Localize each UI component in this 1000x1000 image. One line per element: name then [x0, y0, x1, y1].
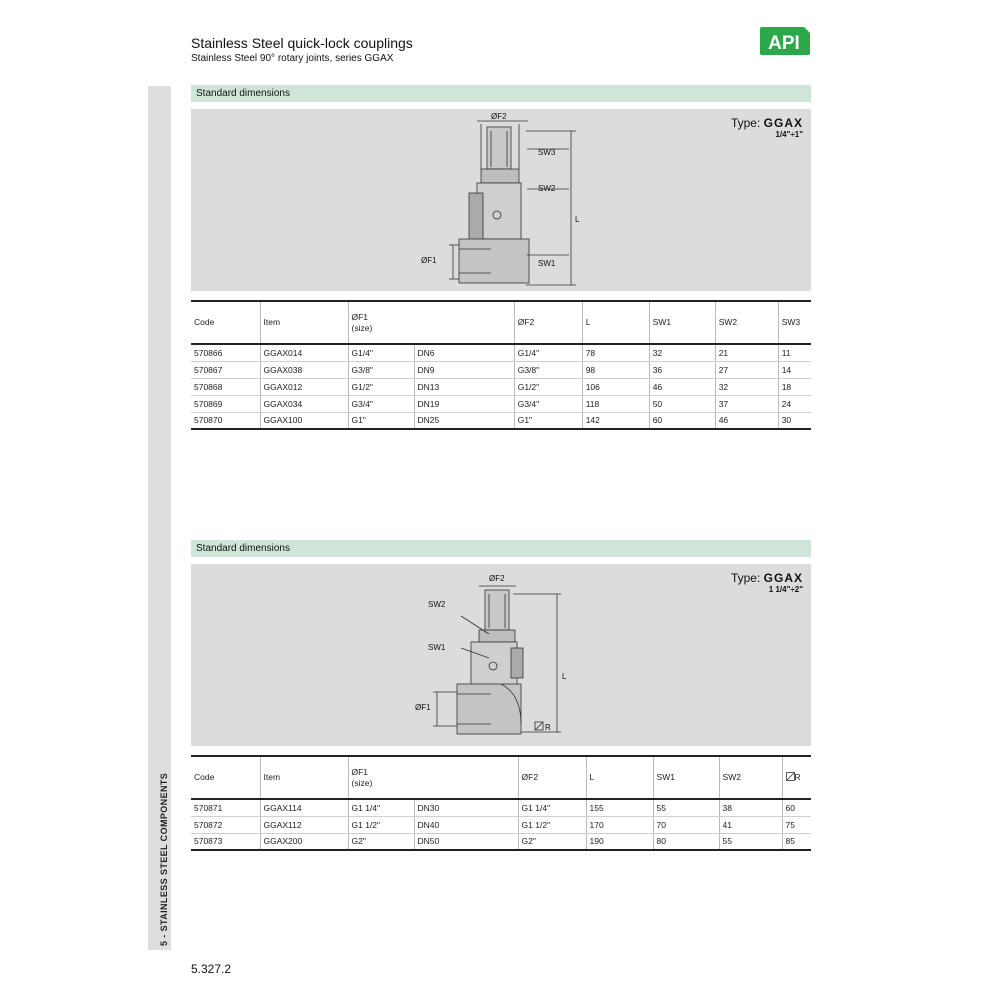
- table-row: [191, 344, 811, 361]
- cell-sw2: 21: [715, 344, 778, 361]
- cell-f2: G3/4": [514, 395, 582, 412]
- section2-label-r: R: [545, 723, 551, 732]
- cell-item: GGAX200: [260, 833, 348, 850]
- cell-l: 78: [582, 344, 649, 361]
- section1-label-f2: ØF2: [491, 112, 507, 121]
- section2-dimensions-table: [191, 755, 811, 851]
- cell-sw2: 46: [715, 412, 778, 429]
- cell-item: GGAX012: [260, 378, 348, 395]
- section2-type-name: GGAX: [763, 571, 803, 585]
- table-header-row: [191, 756, 811, 799]
- cell-code: 570873: [191, 833, 260, 850]
- table-row: [191, 361, 811, 378]
- col-header-f1: [348, 756, 518, 799]
- table-row: [191, 412, 811, 429]
- cell-dn: DN19: [414, 395, 514, 412]
- cell-l: 106: [582, 378, 649, 395]
- cell-r: 85: [782, 833, 811, 850]
- cell-f2: G1/4": [514, 344, 582, 361]
- cell-sw2: 41: [719, 816, 782, 833]
- cell-dn: DN50: [414, 833, 518, 850]
- table-row: [191, 799, 811, 816]
- section2-bar: Standard dimensions: [191, 540, 811, 557]
- cell-dn: DN25: [414, 412, 514, 429]
- col-header-l: L: [582, 301, 649, 344]
- cell-item: GGAX114: [260, 799, 348, 816]
- section2-label-f2: ØF2: [489, 574, 505, 583]
- col-header-f1: [348, 301, 514, 344]
- cell-code: 570872: [191, 816, 260, 833]
- section2-label-l: L: [562, 672, 567, 681]
- cell-sw1: 70: [653, 816, 719, 833]
- col-header-f2: ØF2: [518, 756, 586, 799]
- col-header-f1-label: ØF1: [351, 766, 369, 777]
- col-header-r: [782, 756, 811, 799]
- cell-sw2: 38: [719, 799, 782, 816]
- cell-sw1: 50: [649, 395, 715, 412]
- cell-sw2: 27: [715, 361, 778, 378]
- cell-l: 98: [582, 361, 649, 378]
- section2-label-sw2: SW2: [428, 600, 446, 609]
- section1-type-name: GGAX: [763, 116, 803, 130]
- section1-type-prefix: Type:: [730, 116, 764, 130]
- cell-sw3: 30: [778, 412, 811, 429]
- cell-dn: DN40: [414, 816, 518, 833]
- square-section-icon: [786, 772, 795, 781]
- cell-f1: G1 1/4": [348, 799, 414, 816]
- page-subtitle: Stainless Steel 90° rotary joints, series GGAX: [191, 53, 394, 64]
- section1-label-l: L: [575, 215, 580, 224]
- page-title: Stainless Steel quick-lock couplings: [191, 35, 413, 51]
- cell-f1: G3/4": [348, 395, 414, 412]
- col-header-f1-size: (size): [351, 777, 373, 788]
- section1-bar: Standard dimensions: [191, 85, 811, 102]
- api-logo: [758, 25, 812, 57]
- section1-dimensions-table: [191, 300, 811, 430]
- cell-f1: G1 1/2": [348, 816, 414, 833]
- col-header-f1-size: (size): [351, 322, 373, 333]
- col-header-sw2: SW2: [715, 301, 778, 344]
- section1-label-sw3: SW3: [538, 148, 556, 157]
- cell-item: GGAX014: [260, 344, 348, 361]
- cell-sw1: 60: [649, 412, 715, 429]
- cell-dn: DN6: [414, 344, 514, 361]
- section2-type-prefix: Type:: [730, 571, 764, 585]
- cell-sw1: 46: [649, 378, 715, 395]
- cell-f1: G1/4": [348, 344, 414, 361]
- section1-label-sw1: SW1: [538, 259, 556, 268]
- cell-sw3: 18: [778, 378, 811, 395]
- cell-f2: G2": [518, 833, 586, 850]
- cell-dn: DN13: [414, 378, 514, 395]
- cell-sw1: 32: [649, 344, 715, 361]
- section1-technical-drawing: [191, 109, 811, 291]
- col-header-sw3: SW3: [778, 301, 811, 344]
- col-header-f1-label: ØF1: [351, 311, 369, 322]
- side-category-label: 5 - STAINLESS STEEL COMPONENTS: [159, 772, 169, 946]
- section2-technical-drawing: [191, 564, 811, 746]
- cell-r: 75: [782, 816, 811, 833]
- api-logo-text: API: [768, 33, 800, 54]
- table-row: [191, 833, 811, 850]
- col-header-r-label: R: [794, 772, 801, 782]
- cell-item: GGAX100: [260, 412, 348, 429]
- cell-f2: G1/2": [514, 378, 582, 395]
- cell-sw2: 32: [715, 378, 778, 395]
- table-row: [191, 395, 811, 412]
- cell-sw2: 37: [715, 395, 778, 412]
- cell-sw1: 80: [653, 833, 719, 850]
- col-header-code: Code: [191, 756, 260, 799]
- section2-label-f1: ØF1: [415, 703, 431, 712]
- section2-drawing: [191, 564, 811, 746]
- cell-l: 142: [582, 412, 649, 429]
- cell-f1: G1": [348, 412, 414, 429]
- table-header-row: [191, 301, 811, 344]
- col-header-l: L: [586, 756, 653, 799]
- cell-l: 155: [586, 799, 653, 816]
- cell-dn: DN9: [414, 361, 514, 378]
- cell-code: 570870: [191, 412, 260, 429]
- col-header-code: Code: [191, 301, 260, 344]
- cell-l: 170: [586, 816, 653, 833]
- cell-f1: G1/2": [348, 378, 414, 395]
- section1-drawing: [191, 109, 811, 291]
- cell-r: 60: [782, 799, 811, 816]
- cell-code: 570868: [191, 378, 260, 395]
- cell-sw2: 55: [719, 833, 782, 850]
- cell-sw1: 36: [649, 361, 715, 378]
- col-header-sw1: SW1: [653, 756, 719, 799]
- cell-f1: G2": [348, 833, 414, 850]
- col-header-f2: ØF2: [514, 301, 582, 344]
- col-header-sw2: SW2: [719, 756, 782, 799]
- cell-item: GGAX038: [260, 361, 348, 378]
- col-header-item: Item: [260, 301, 348, 344]
- cell-item: GGAX112: [260, 816, 348, 833]
- cell-dn: DN30: [414, 799, 518, 816]
- cell-code: 570869: [191, 395, 260, 412]
- cell-sw3: 24: [778, 395, 811, 412]
- page-number: 5.327.2: [191, 962, 232, 976]
- cell-item: GGAX034: [260, 395, 348, 412]
- cell-f2: G1": [514, 412, 582, 429]
- cell-sw1: 55: [653, 799, 719, 816]
- section2-type-range: 1 1/4"÷2": [768, 585, 803, 594]
- table-row: [191, 378, 811, 395]
- section1-type-range: 1/4"÷1": [775, 130, 803, 139]
- cell-code: 570866: [191, 344, 260, 361]
- cell-f1: G3/8": [348, 361, 414, 378]
- section2-label-sw1: SW1: [428, 643, 446, 652]
- cell-f2: G1 1/2": [518, 816, 586, 833]
- cell-sw3: 14: [778, 361, 811, 378]
- cell-f2: G3/8": [514, 361, 582, 378]
- section1-label-f1: ØF1: [421, 256, 437, 265]
- cell-code: 570871: [191, 799, 260, 816]
- table-row: [191, 816, 811, 833]
- section1-label-sw2: SW2: [538, 184, 556, 193]
- col-header-item: Item: [260, 756, 348, 799]
- col-header-sw1: SW1: [649, 301, 715, 344]
- cell-f2: G1 1/4": [518, 799, 586, 816]
- cell-sw3: 11: [778, 344, 811, 361]
- cell-code: 570867: [191, 361, 260, 378]
- cell-l: 190: [586, 833, 653, 850]
- cell-l: 118: [582, 395, 649, 412]
